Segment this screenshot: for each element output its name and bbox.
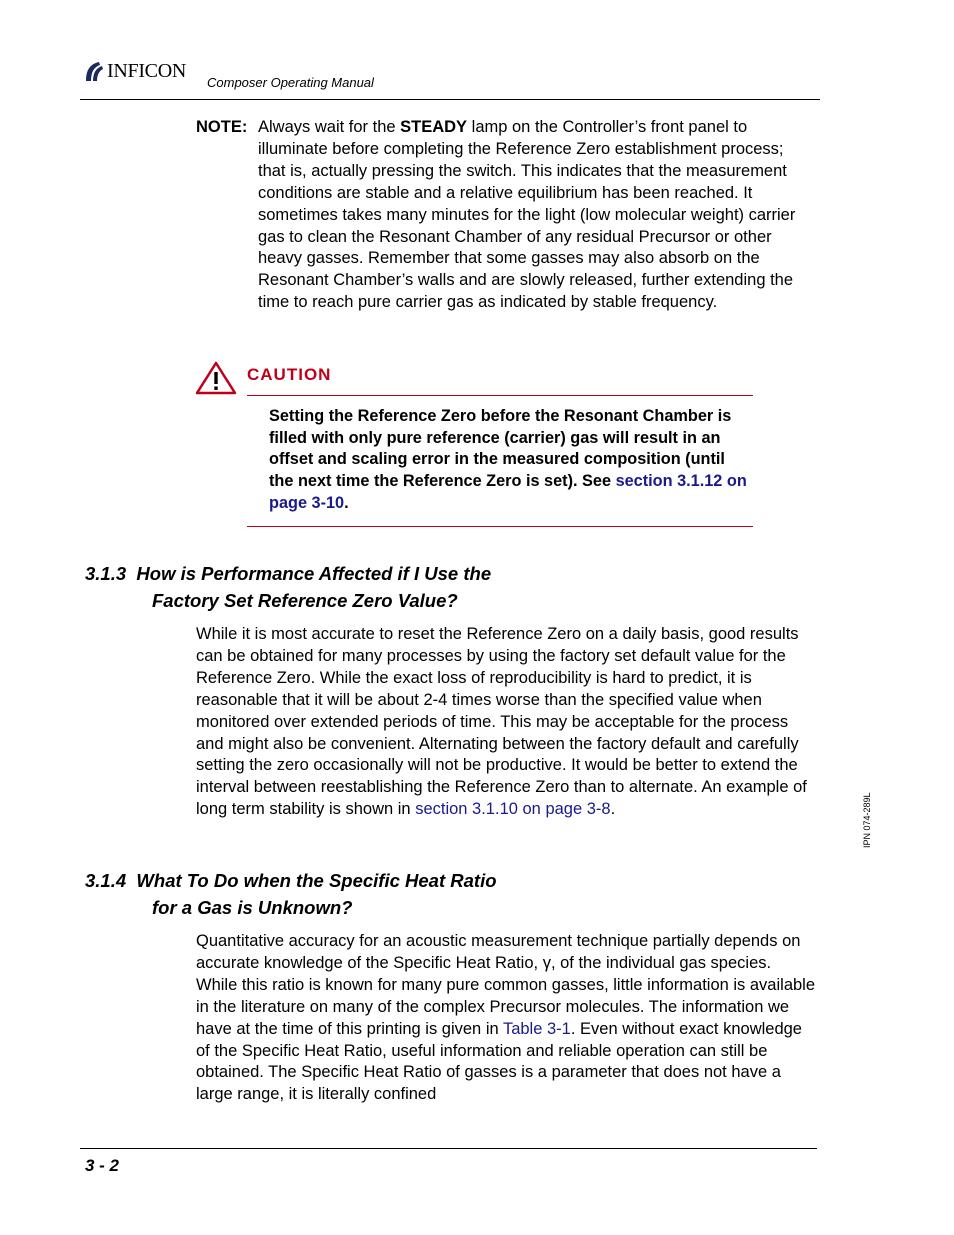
- section-314-link[interactable]: Table 3-1: [502, 1019, 571, 1038]
- caution-text-post: .: [344, 493, 349, 512]
- section-313-heading-line2: Factory Set Reference Zero Value?: [152, 590, 458, 611]
- section-313-text-pre: While it is most accurate to reset the Reference Zero on a daily basis, good results can be obtained for many processes by using the factory set default value for the Reference Zero. While the exact loss of reproducibility is hard to predict, it is reasonable that it will be about 2-4 times worse than the specified value when monitored over extended periods of time. This may be acceptable for the process and might also be convenient. Alternating between the factory default and carefully setting the zero occasionally will not be productive. It would be better to extend the interval between reestablishing the Reference Zero than to alternate. An example of long term stability is shown in: [196, 625, 807, 819]
- header-rule: [80, 99, 820, 100]
- section-313-link[interactable]: section 3.1.10 on page 3-8: [415, 800, 611, 819]
- caution-text-pre: Setting the Reference Zero before the Resonant Chamber is filled with only pure reference (carrier) gas will result in an offset and scaling error in the measured composition (until the next time the Reference Zero is set). See: [269, 407, 732, 491]
- warning-triangle-icon: [195, 361, 237, 400]
- section-313-heading-line1: 3.1.3 How is Performance Affected if I Use the: [85, 563, 492, 584]
- caution-title: CAUTION: [247, 365, 332, 384]
- section-313-text-post: .: [610, 800, 616, 819]
- inficon-logo-icon: [83, 60, 105, 82]
- caution-body: [269, 406, 749, 515]
- brand-name: INFICON: [107, 60, 187, 82]
- caution-top-rule: [247, 395, 753, 396]
- note-text-bold: STEADY: [400, 118, 468, 136]
- section-314-heading-line2: for a Gas is Unknown?: [152, 897, 353, 918]
- note-text-pre: Always wait for the: [258, 118, 401, 136]
- note-label: NOTE:: [196, 118, 248, 136]
- section-314-paragraph: [196, 931, 816, 1106]
- ipn-side-note: IPN 074-289L: [862, 792, 872, 848]
- note-body: [258, 117, 814, 314]
- caution-link[interactable]: section 3.1.12 on page 3-10: [269, 472, 747, 512]
- section-314-heading-line1: 3.1.4 What To Do when the Specific Heat Ratio: [85, 870, 497, 891]
- section-313-heading: [85, 560, 491, 614]
- note-text-post: lamp on the Controller’s front panel to illuminate before completing the Reference Zero establishment process; that is, actually pressing the switch. This indicates that the measurement conditions are stable and a relative equilibrium has been reached. It sometimes takes many minutes for the light (low molecular weight) carrier gas to clean the Resonant Chamber of any residual Precursor or other heavy gasses. Remember that some gasses may also absorb on the Resonant Chamber’s walls and are slowly released, further extending the time to reach pure carrier gas as indicated by stable frequency.: [258, 118, 796, 312]
- section-314-heading: [85, 867, 497, 921]
- inficon-logo: [83, 60, 186, 82]
- footer-rule: [80, 1148, 817, 1149]
- section-313-paragraph: [196, 624, 816, 821]
- section-314-text-pre: Quantitative accuracy for an acoustic measurement technique partially depends on accurate knowledge of the Specific Heat Ratio, γ, of the individual gas species. While this ratio is known for many pure common gasses, little information is available in the literature on many of the complex Precursor molecules. The information we have at the time of this printing is given in: [196, 932, 816, 1038]
- note-block: [196, 117, 816, 314]
- manual-title: Composer Operating Manual: [207, 75, 374, 90]
- section-314-text-post: . Even without exact knowledge of the Specific Heat Ratio, useful information and reliable operation can still be obtained. The Specific Heat Ratio of gasses is a parameter that does not have a large range, it is literally confined: [196, 1019, 802, 1104]
- page-number: 3 - 2: [85, 1156, 120, 1175]
- caution-bottom-rule: [247, 526, 753, 527]
